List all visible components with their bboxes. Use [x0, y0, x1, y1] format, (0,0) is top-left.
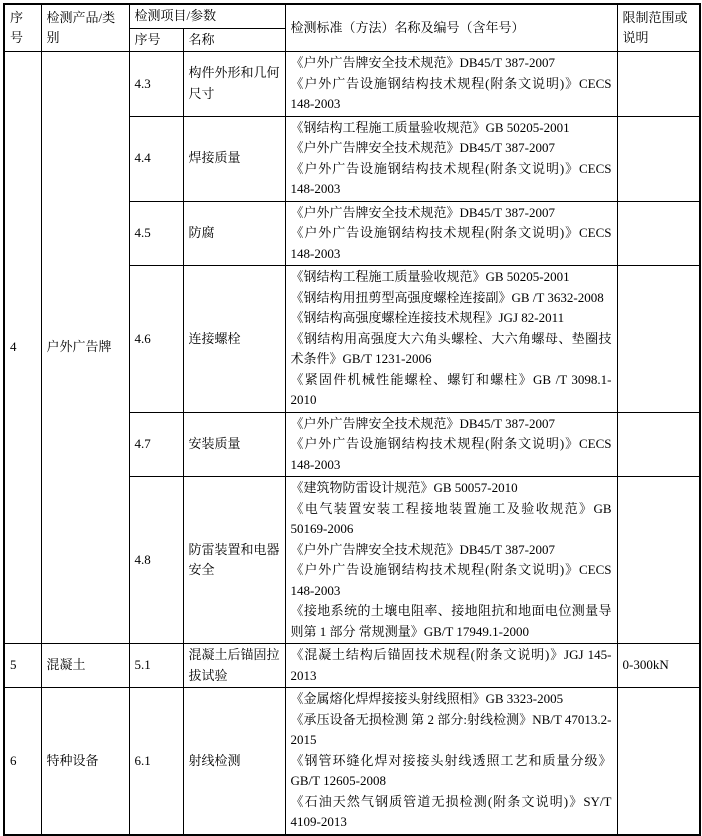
header-item-name: 名称 — [183, 28, 285, 52]
item-name-cell: 焊接质量 — [183, 116, 285, 201]
limit-cell: 0-300kN — [617, 644, 700, 688]
product-cell: 户外广告牌 — [41, 52, 129, 644]
standard-line: 《户外广告设施钢结构技术规程(附条文说明)》CECS 148-2003 — [290, 436, 612, 472]
product-cell: 混凝土 — [41, 644, 129, 688]
item-name-cell: 安装质量 — [183, 412, 285, 477]
item-name-cell: 连接螺栓 — [183, 266, 285, 413]
standard-line: 《钢结构用高强度大六角头螺栓、大六角螺母、垫圈技术条件》GB/T 1231-2006 — [290, 330, 612, 366]
standard-line: 《户外广告牌安全技术规范》DB45/T 387-2007 — [290, 415, 555, 431]
group-serial-cell: 6 — [4, 688, 41, 835]
item-no-cell: 6.1 — [129, 688, 183, 835]
standards-cell — [285, 266, 617, 413]
header-serial-no: 序号 — [4, 4, 41, 52]
standard-line: 《承压设备无损检测 第 2 部分:射线检测》NB/T 47013.2-2015 — [290, 711, 612, 747]
item-no-cell: 4.8 — [129, 477, 183, 644]
table-row — [4, 52, 700, 117]
standard-line: 《建筑物防雷设计规范》GB 50057-2010 — [290, 480, 518, 495]
standards-cell — [285, 116, 617, 201]
standard-line: 《接地系统的土壤电阻率、接地阻抗和地面电位测量导则第 1 部分 常规测量》GB/T 17949.1-2000 — [290, 603, 612, 639]
item-no-cell: 5.1 — [129, 644, 183, 688]
limit-cell — [617, 688, 700, 835]
standard-line: 《钢结构用扭剪型高强度螺栓连接副》GB /T 3632-2008 — [290, 289, 604, 305]
limit-cell — [617, 266, 700, 413]
item-no-cell: 4.3 — [129, 52, 183, 117]
table-header — [4, 4, 700, 52]
header-product-category: 检测产品/类别 — [41, 4, 129, 52]
limit-cell — [617, 412, 700, 477]
standard-line: 《户外广告设施钢结构技术规程(附条文说明)》CECS 148-2003 — [290, 75, 612, 111]
standard-line: 《钢结构工程施工质量验收规范》GB 50205-2001 — [290, 119, 570, 135]
standards-cell — [285, 52, 617, 117]
limit-cell — [617, 201, 700, 266]
standard-line: 《户外广告牌安全技术规范》DB45/T 387-2007 — [290, 55, 555, 70]
standards-cell — [285, 412, 617, 477]
standard-line: 《户外广告牌安全技术规范》DB45/T 387-2007 — [290, 204, 555, 220]
limit-cell — [617, 116, 700, 201]
standard-line: 《户外广告设施钢结构技术规程(附条文说明)》CECS 148-2003 — [290, 160, 612, 196]
table-row — [4, 644, 700, 688]
inspection-capability-table — [3, 3, 701, 836]
item-no-cell: 4.4 — [129, 116, 183, 201]
item-name-cell: 混凝土后锚固拉拔试验 — [183, 644, 285, 688]
header-item-parameter: 检测项目/参数 — [129, 4, 285, 28]
product-cell: 特种设备 — [41, 688, 129, 835]
item-no-cell: 4.7 — [129, 412, 183, 477]
table-row — [4, 688, 700, 835]
standards-cell — [285, 688, 617, 835]
standards-cell — [285, 644, 617, 688]
limit-cell — [617, 52, 700, 117]
standard-line: 《钢管环缝化焊对接接头射线透照工艺和质量分级》GB/T 12605-2008 — [290, 752, 612, 788]
standard-line: 《金属熔化焊焊接接头射线照相》GB 3323-2005 — [290, 691, 564, 706]
group-serial-cell: 5 — [4, 644, 41, 688]
group-serial-cell: 4 — [4, 52, 41, 644]
standards-cell — [285, 201, 617, 266]
item-no-cell: 4.5 — [129, 201, 183, 266]
standard-line: 《户外广告牌安全技术规范》DB45/T 387-2007 — [290, 541, 555, 557]
standard-line: 《户外广告设施钢结构技术规程(附条文说明)》CECS 148-2003 — [290, 562, 612, 598]
standard-line: 《石油天然气钢质管道无损检测(附条文说明)》SY/T 4109-2013 — [290, 793, 612, 829]
header-item-serial-no: 序号 — [129, 28, 183, 52]
standard-line: 《户外广告设施钢结构技术规程(附条文说明)》CECS 148-2003 — [290, 225, 612, 261]
standard-line: 《紧固件机械性能螺栓、螺钉和螺柱》GB /T 3098.1-2010 — [290, 371, 612, 407]
standard-line: 《钢结构高强度螺栓连接技术规程》JGJ 82-2011 — [290, 310, 565, 325]
limit-cell — [617, 477, 700, 644]
item-no-cell: 4.6 — [129, 266, 183, 413]
header-standard-name-number: 检测标准（方法）名称及编号（含年号） — [285, 4, 617, 52]
header-row-1 — [4, 4, 700, 28]
header-limit-scope: 限制范围或说明 — [617, 4, 700, 52]
standards-cell — [285, 477, 617, 644]
standard-line: 《电气装置安装工程接地装置施工及验收规范》GB 50169-2006 — [290, 500, 612, 536]
item-name-cell: 防雷装置和电器安全 — [183, 477, 285, 644]
standard-line: 《混凝土结构后锚固技术规程(附条文说明)》JGJ 145-2013 — [290, 647, 612, 683]
table-body — [4, 52, 700, 835]
standard-line: 《户外广告牌安全技术规范》DB45/T 387-2007 — [290, 140, 555, 155]
standard-line: 《钢结构工程施工质量验收规范》GB 50205-2001 — [290, 269, 570, 284]
item-name-cell: 防腐 — [183, 201, 285, 266]
item-name-cell: 构件外形和几何尺寸 — [183, 52, 285, 117]
item-name-cell: 射线检测 — [183, 688, 285, 835]
